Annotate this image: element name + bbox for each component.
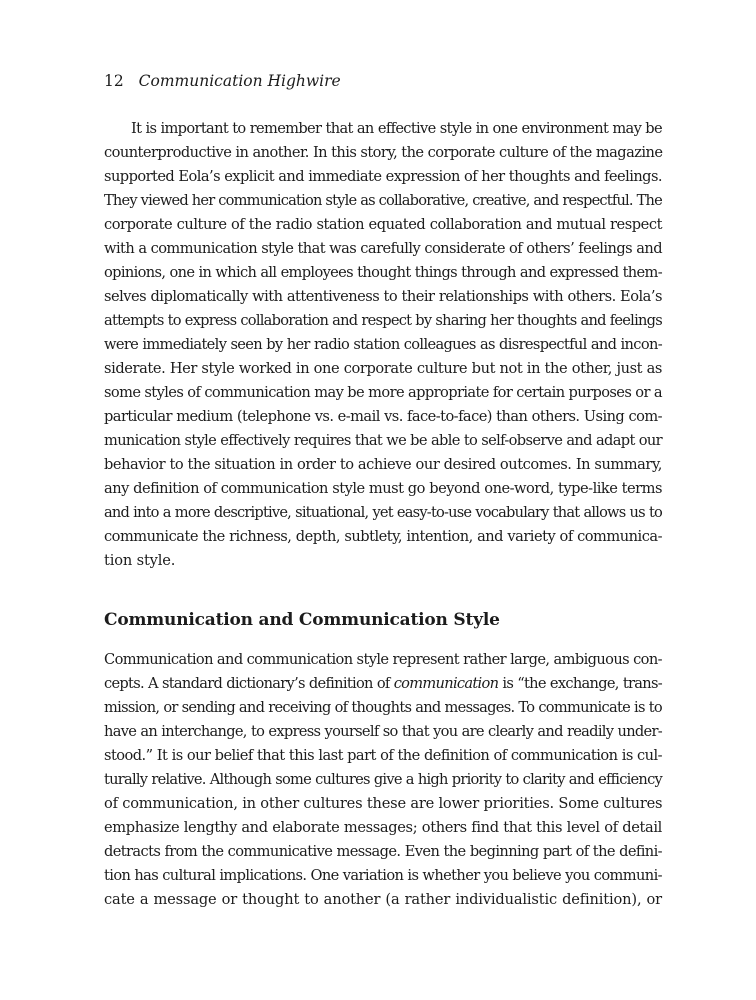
paragraph-2-line: have an interchange, to express yourself so that you are clearly and readily under- (104, 723, 662, 740)
paragraph-1-line: supported Eola’s explicit and immediate expression of her thoughts and feelings. (104, 168, 662, 185)
paragraph-2-line: tion has cultural implications. One variation is whether you believe you communi- (104, 867, 662, 884)
paragraph-1-line: behavior to the situation in order to achieve our desired outcomes. In summary, (104, 456, 662, 473)
paragraph-1-line: corporate culture of the radio station equated collaboration and mutual respect (104, 216, 662, 233)
paragraph-1-line: attempts to express collaboration and respect by sharing her thoughts and feelings (104, 312, 662, 329)
paragraph-1-line: with a communication style that was carefully considerate of others’ feelings and (104, 240, 662, 257)
paragraph-1-line: tion style. (104, 552, 176, 569)
paragraph-1-line: particular medium (telephone vs. e-mail vs. face-to-face) than others. Using com- (104, 408, 662, 425)
paragraph-2-line: stood.” It is our belief that this last part of the definition of communication is cul- (104, 747, 662, 764)
paragraph-2-text: cepts. A standard dictionary’s definition of (104, 675, 394, 692)
paragraph-2-line (104, 674, 662, 694)
paragraph-2-line: cate a message or thought to another (a rather individualistic definition), or (104, 891, 662, 908)
paragraph-1-line: They viewed her communication style as collaborative, creative, and respectful. The (104, 192, 662, 209)
paragraph-1-line: any definition of communication style must go beyond one-word, type-like terms (104, 480, 662, 497)
page-number: 12 (104, 72, 124, 90)
paragraph-1-line: communicate the richness, depth, subtlety, intention, and variety of communica- (104, 528, 662, 545)
paragraph-1-line: some styles of communication may be more appropriate for certain purposes or a (104, 384, 662, 401)
paragraph-2-line: Communication and communication style represent rather large, ambiguous con- (104, 651, 662, 668)
paragraph-1-line: were immediately seen by her radio station colleagues as disrespectful and incon- (104, 336, 662, 353)
paragraph-1-line: and into a more descriptive, situational, yet easy-to-use vocabulary that allows us to (104, 504, 662, 521)
running-head (104, 71, 341, 91)
paragraph-2-line: emphasize lengthy and elaborate messages; others find that this level of detail (104, 819, 662, 836)
book-title: Communication Highwire (138, 72, 341, 90)
paragraph-2-line: detracts from the communicative message. Even the beginning part of the defini- (104, 843, 662, 860)
paragraph-2-text: is “the exchange, trans- (498, 675, 662, 692)
paragraph-1-line: opinions, one in which all employees thought things through and expressed them- (104, 264, 662, 281)
paragraph-1-line: It is important to remember that an effective style in one environment may be (131, 120, 662, 137)
paragraph-2-line: of communication, in other cultures these are lower priorities. Some cultures (104, 795, 663, 812)
paragraph-1-line: siderate. Her style worked in one corporate culture but not in the other, just as (104, 360, 662, 377)
paragraph-1-line: selves diplomatically with attentiveness to their relationships with others. Eola’s (104, 288, 662, 305)
paragraph-1-line: munication style effectively requires that we be able to self-observe and adapt our (104, 432, 662, 449)
section-heading: Communication and Communication Style (104, 610, 500, 630)
paragraph-2-line: mission, or sending and receiving of thoughts and messages. To communicate is to (104, 699, 662, 716)
paragraph-2-line: turally relative. Although some cultures give a high priority to clarity and efficiency (104, 771, 662, 788)
italic-term: communication (393, 675, 499, 692)
paragraph-1-line: counterproductive in another. In this story, the corporate culture of the magazine (104, 144, 663, 161)
